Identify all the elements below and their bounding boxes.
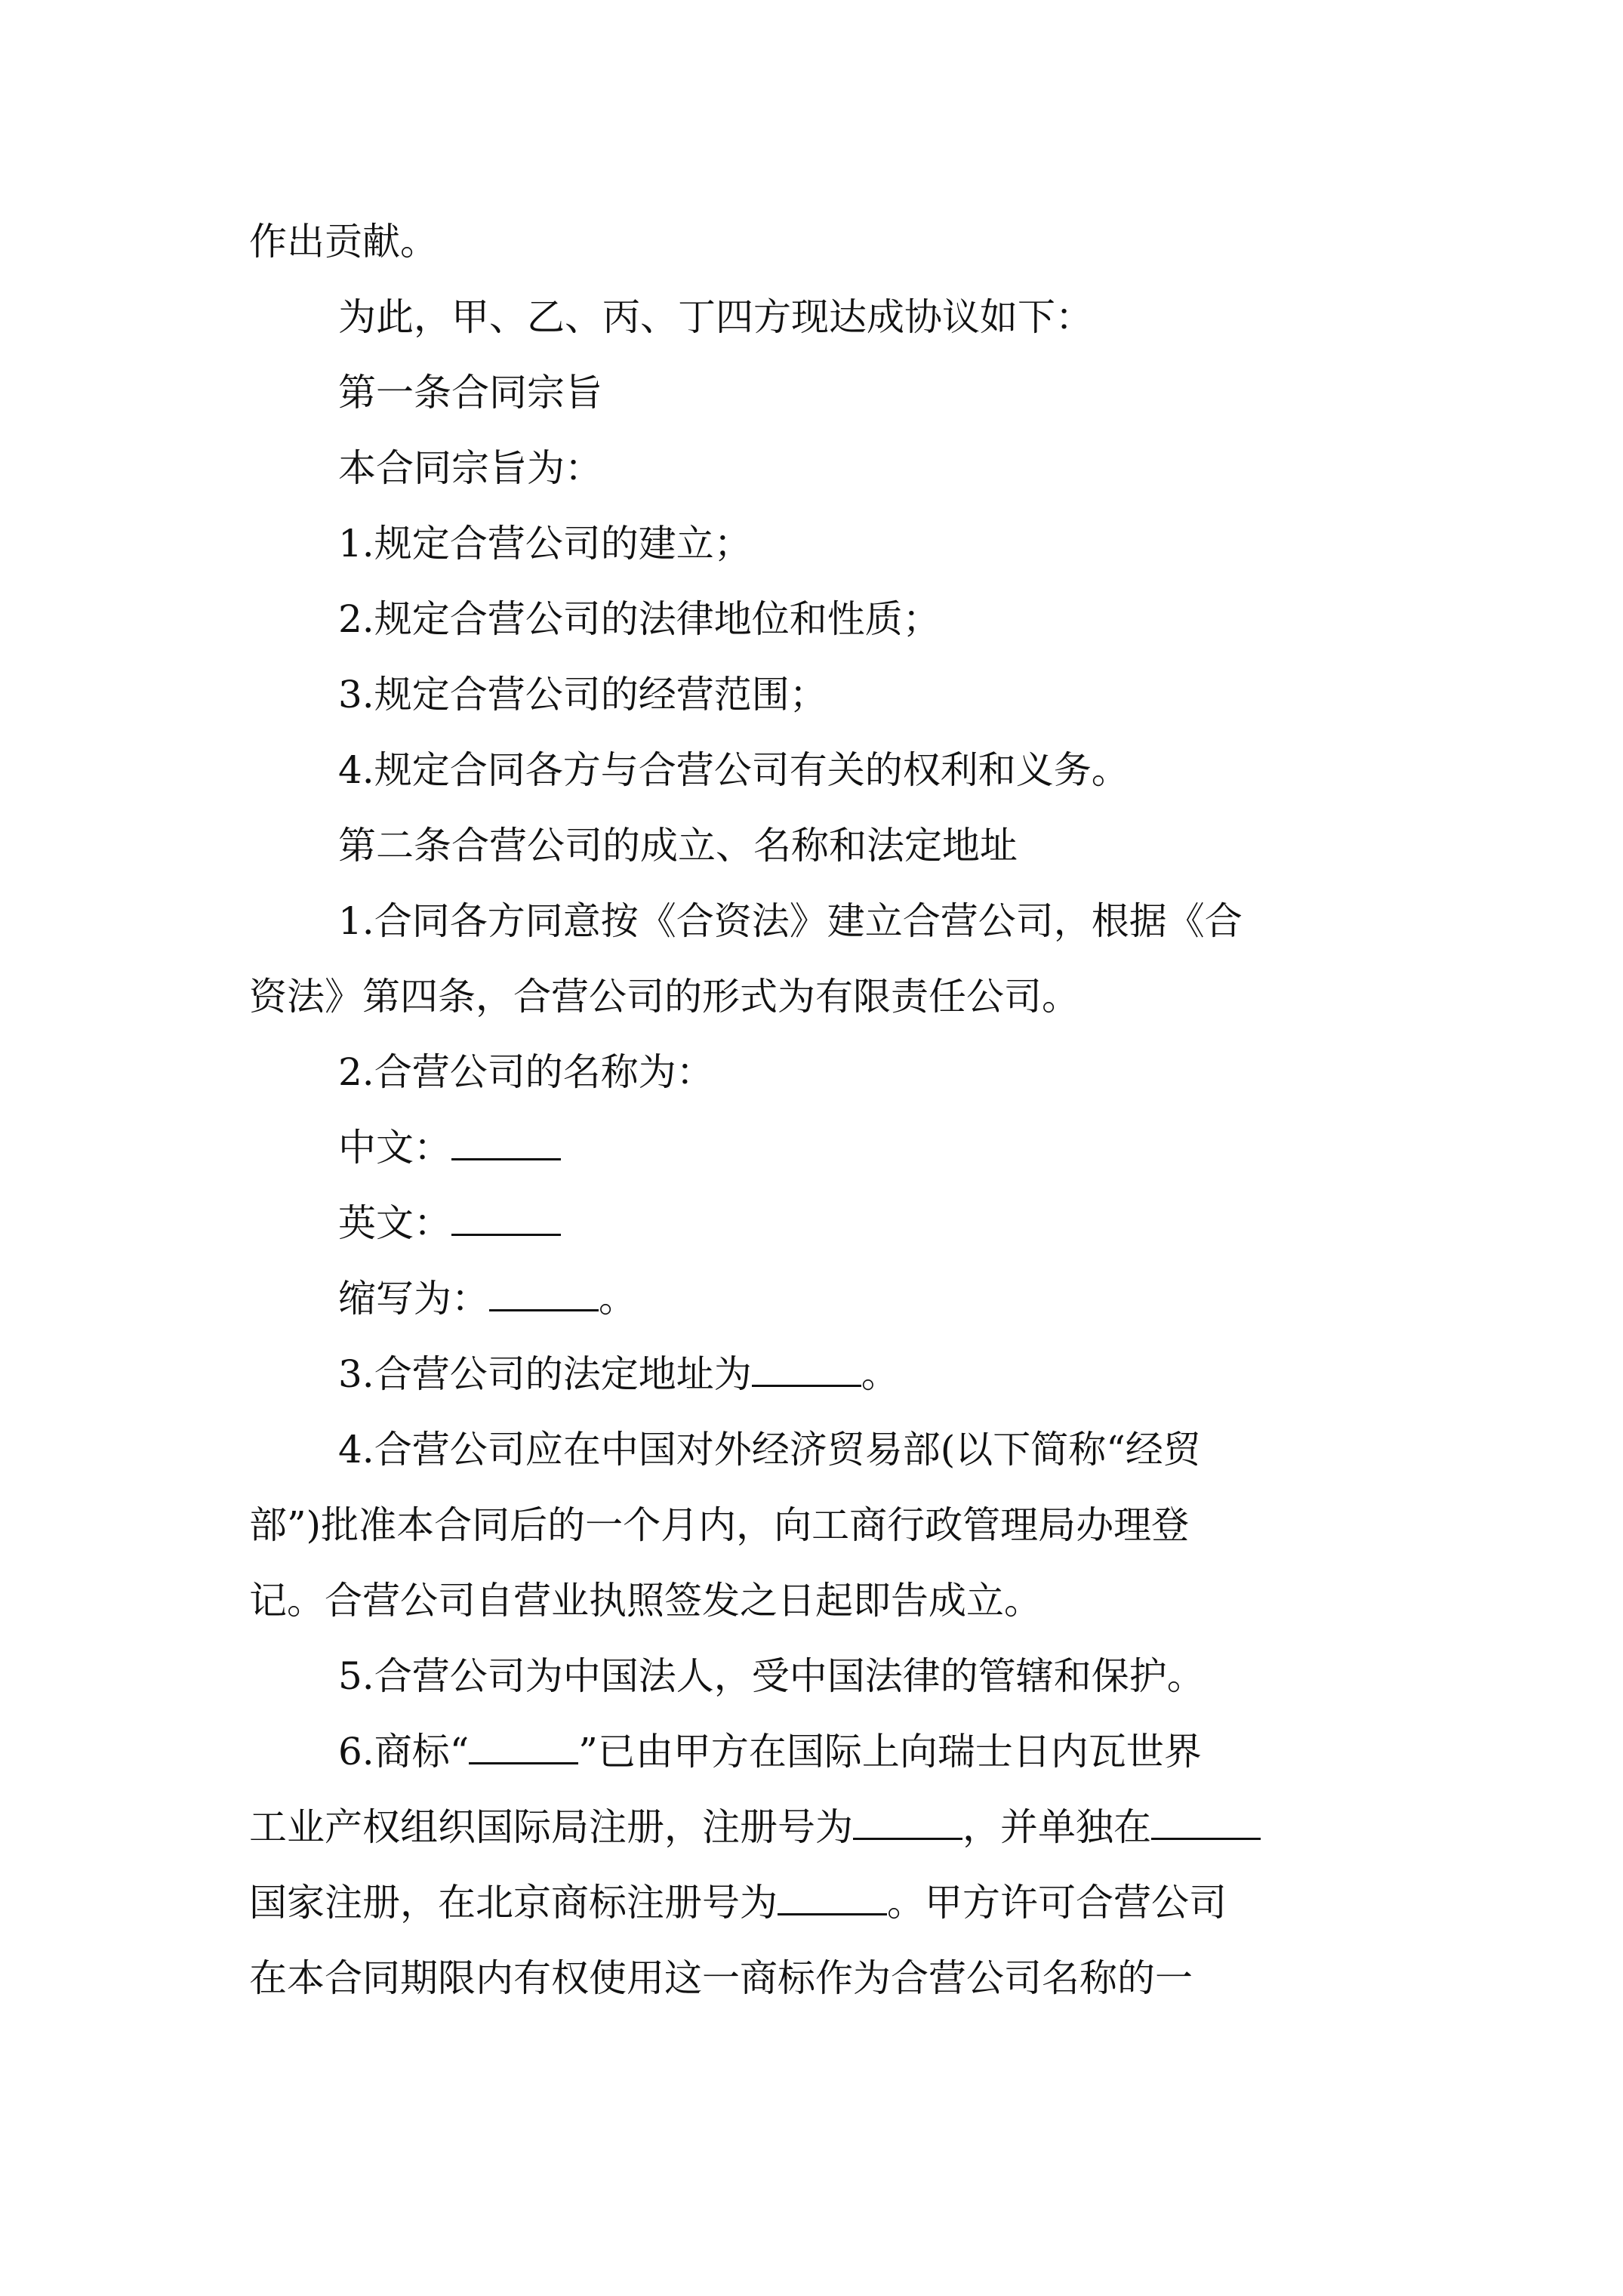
paragraph-line: 在本合同期限内有权使用这一商标作为合营公司名称的一 xyxy=(249,1956,1193,2000)
text-segment: 工业产权组织国际局注册，注册号为 xyxy=(249,1805,853,1849)
form-line-abbreviation xyxy=(338,1261,636,1336)
form-line-english-name xyxy=(338,1185,561,1261)
blank-field xyxy=(752,1351,861,1387)
paragraph-line: 记。合营公司自营业执照签发之日起即告成立。 xyxy=(249,1579,1042,1623)
article-heading: 第一条合同宗旨 xyxy=(338,371,602,415)
blank-field xyxy=(1151,1804,1261,1840)
trademark-line xyxy=(338,1714,1202,1789)
paragraph-line: 5.合营公司为中国法人，受中国法律的管辖和保护。 xyxy=(338,1654,1205,1698)
paragraph-line: 4.合营公司应在中国对外经济贸易部(以下简称“经贸 xyxy=(338,1428,1201,1472)
paragraph-line: 2.合营公司的名称为： xyxy=(338,1050,714,1094)
field-label: 缩写为： xyxy=(338,1277,489,1321)
blank-field xyxy=(778,1880,887,1915)
form-line-address xyxy=(338,1336,899,1412)
list-item: 1.规定合营公司的建立； xyxy=(338,522,752,566)
punctuation: 。 xyxy=(599,1277,636,1321)
paragraph-line: 资法》第四条，合营公司的形式为有限责任公司。 xyxy=(249,975,1079,1019)
paragraph-line: 部”)批准本合同后的一个月内，向工商行政管理局办理登 xyxy=(249,1503,1190,1547)
blank-field xyxy=(853,1804,962,1840)
text-segment: 。甲方许可合营公司 xyxy=(887,1881,1227,1925)
paragraph-line: 1.合同各方同意按《合资法》建立合营公司，根据《合 xyxy=(338,899,1243,943)
blank-field xyxy=(451,1125,561,1160)
punctuation: 。 xyxy=(861,1352,899,1396)
field-label: 英文： xyxy=(338,1201,451,1245)
text-segment: ，并单独在 xyxy=(962,1805,1151,1849)
text-segment: 6.商标“ xyxy=(338,1730,470,1774)
form-line-chinese-name xyxy=(338,1110,561,1185)
text-segment: ”已由甲方在国际上向瑞士日内瓦世界 xyxy=(578,1730,1202,1774)
field-label: 3.合营公司的法定地址为 xyxy=(338,1352,752,1396)
list-item: 2.规定合营公司的法律地位和性质； xyxy=(338,597,941,641)
paragraph-line: 本合同宗旨为： xyxy=(338,446,602,490)
list-item: 3.规定合营公司的经营范围； xyxy=(338,673,827,717)
registration-line xyxy=(249,1789,1261,1865)
list-item: 4.规定合同各方与合营公司有关的权利和义务。 xyxy=(338,748,1129,792)
field-label: 中文： xyxy=(338,1126,451,1170)
paragraph-line: 为此，甲、乙、丙、丁四方现达成协议如下： xyxy=(338,295,1093,339)
blank-field xyxy=(469,1729,578,1764)
blank-field xyxy=(451,1200,561,1236)
blank-field xyxy=(489,1276,599,1311)
article-heading: 第二条合营公司的成立、名称和法定地址 xyxy=(338,824,1018,868)
registration-line xyxy=(249,1865,1227,1940)
paragraph-line: 作出贡献。 xyxy=(249,220,438,264)
text-segment: 国家注册，在北京商标注册号为 xyxy=(249,1881,778,1925)
